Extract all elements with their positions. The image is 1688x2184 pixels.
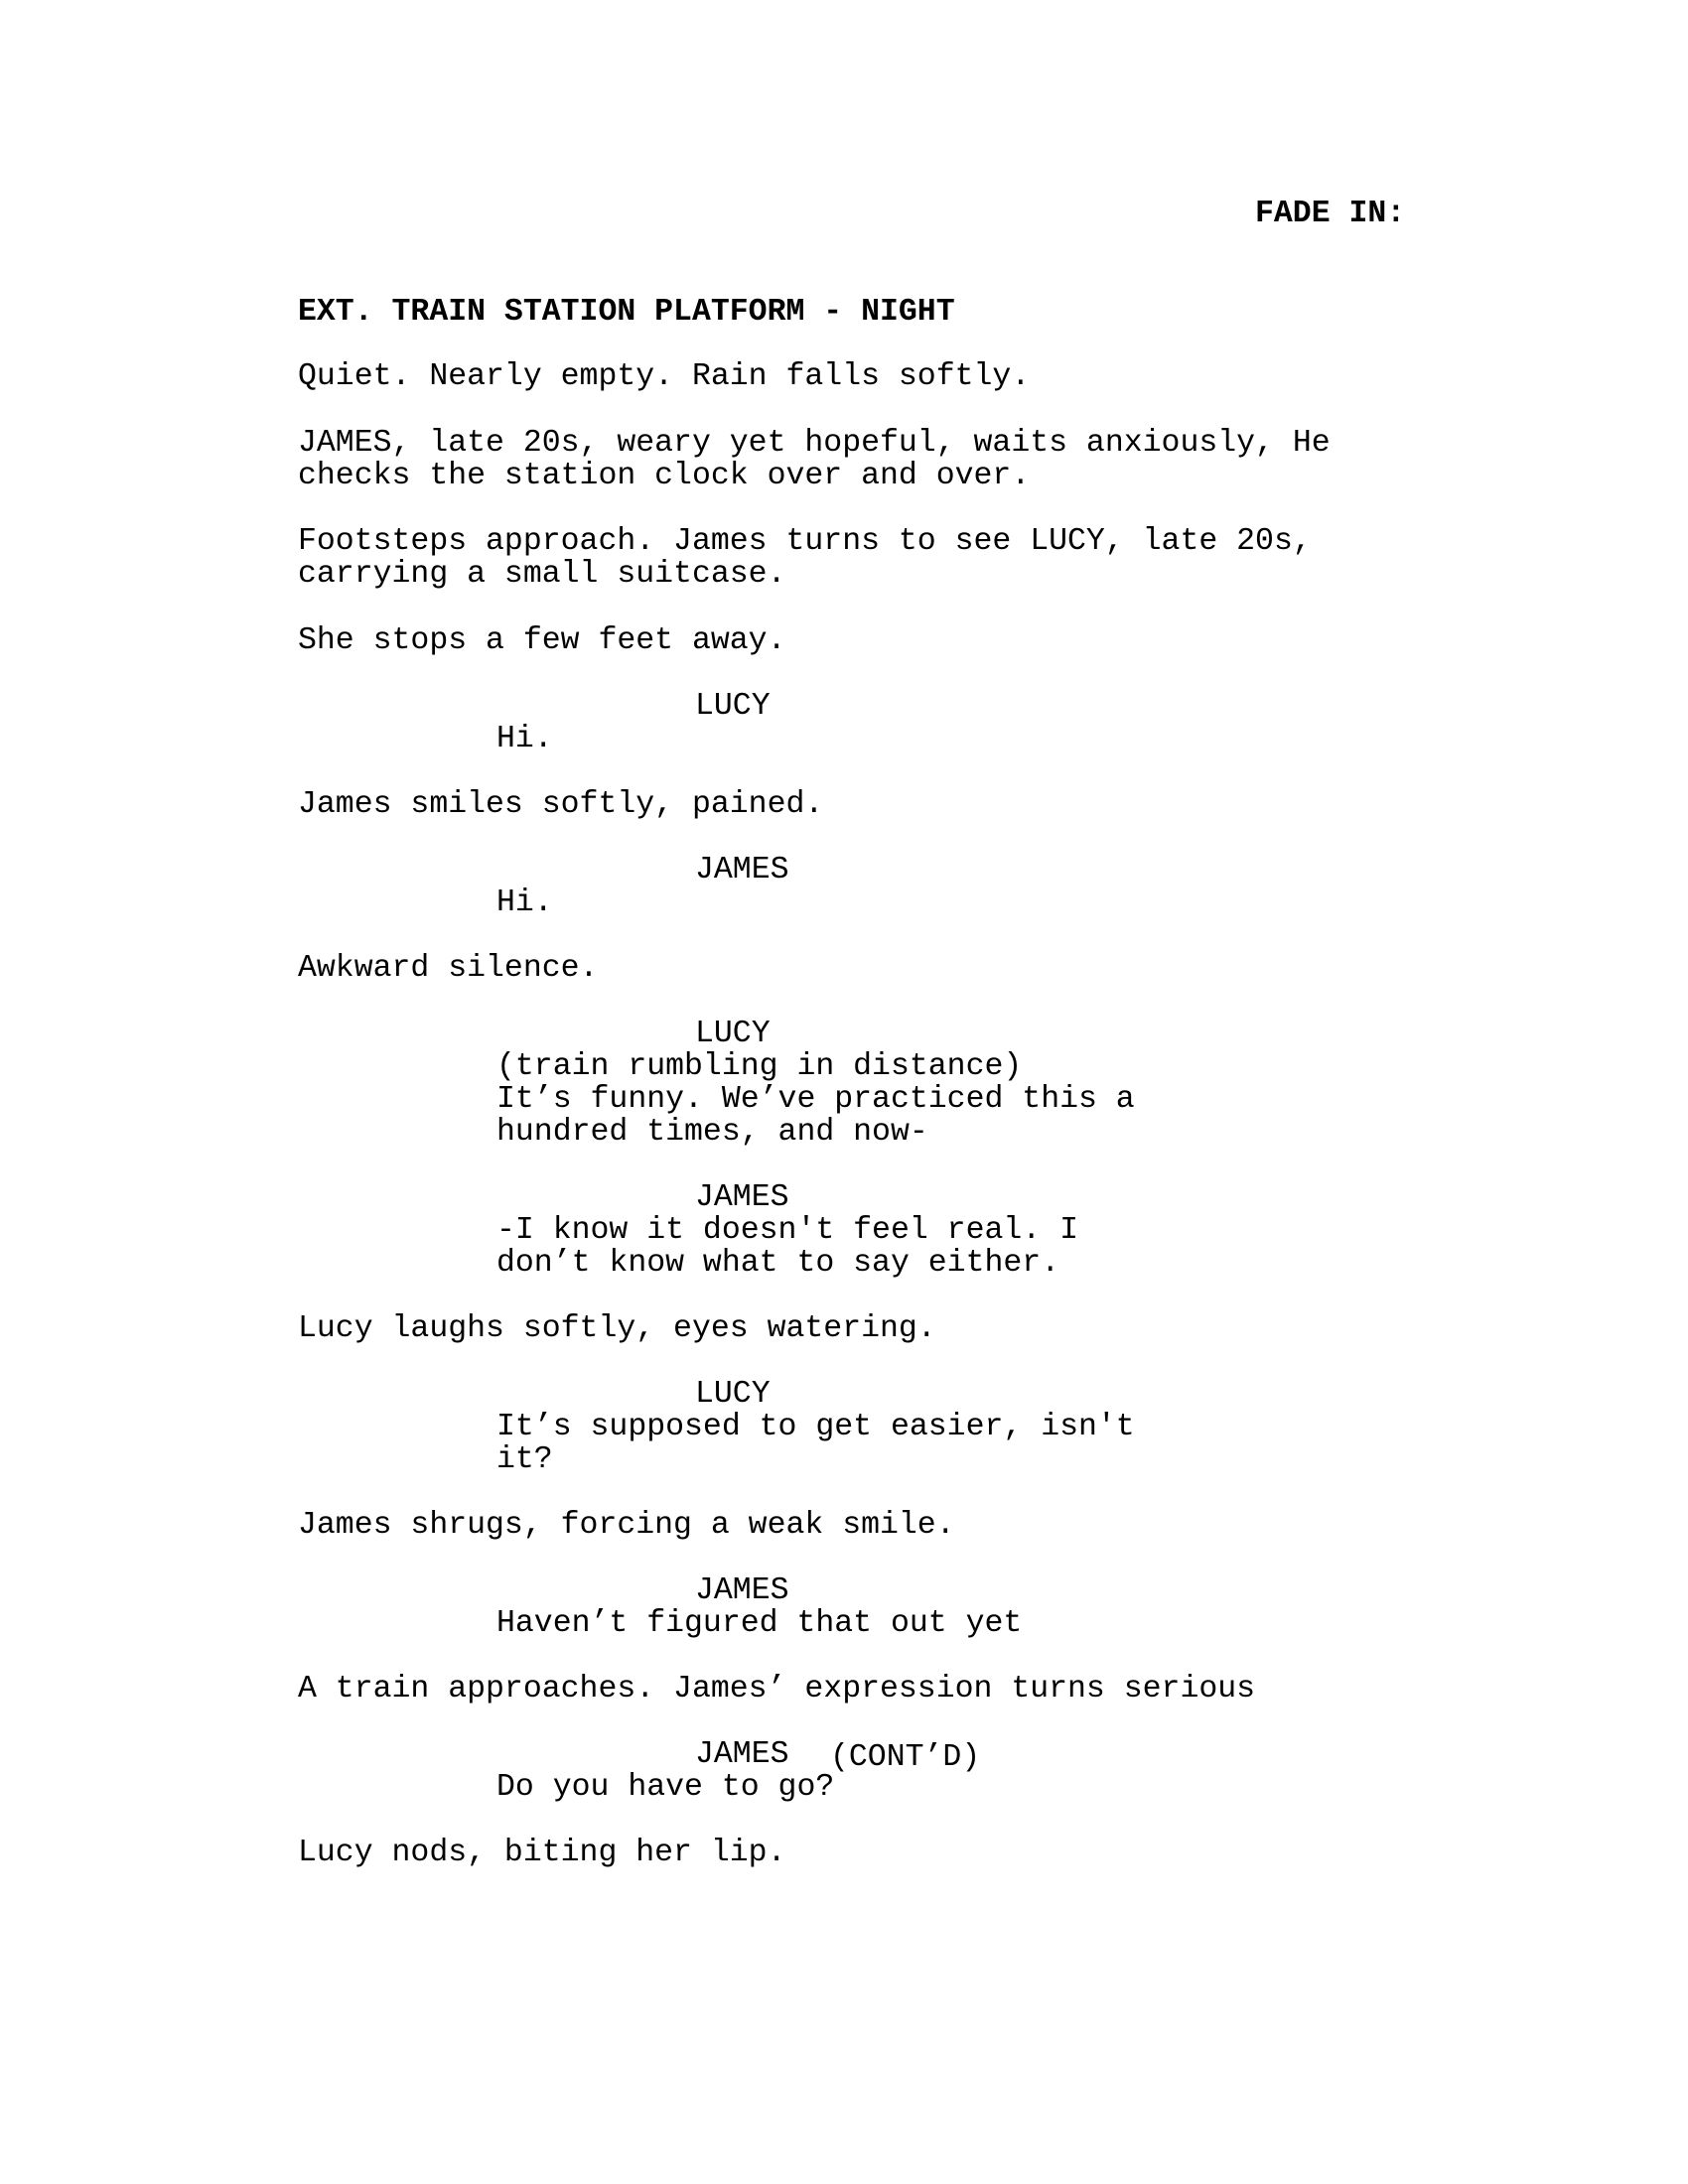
action-line: checks the station clock over and over.	[298, 459, 1031, 493]
transition-fade-in: FADE IN:	[1255, 197, 1406, 231]
parenthetical: (train rumbling in distance)	[496, 1049, 1023, 1084]
action-line: Awkward silence.	[298, 951, 599, 986]
action-line: James smiles softly, pained.	[298, 787, 824, 822]
action-line: James shrugs, forcing a weak smile.	[298, 1508, 955, 1543]
character-name: JAMES	[695, 1737, 789, 1772]
character-extension: (CONT’D)	[830, 1740, 981, 1775]
dialogue-line: -I know it doesn't feel real. I	[496, 1213, 1078, 1248]
dialogue-line: Do you have to go?	[496, 1770, 835, 1805]
dialogue-line: Haven’t figured that out yet	[496, 1606, 1023, 1641]
dialogue-line: It’s funny. We’ve practiced this a	[496, 1082, 1135, 1117]
action-line: Lucy nods, biting her lip.	[298, 1836, 786, 1870]
dialogue-line: it?	[496, 1442, 553, 1477]
dialogue-line: hundred times, and now-	[496, 1115, 928, 1150]
action-line: Lucy laughs softly, eyes watering.	[298, 1311, 936, 1346]
action-line: Footsteps approach. James turns to see LUCY, late 20s,	[298, 524, 1312, 559]
action-line: JAMES, late 20s, weary yet hopeful, waits anxiously, He	[298, 426, 1331, 461]
action-line: She stops a few feet away.	[298, 623, 786, 658]
character-name: LUCY	[695, 1377, 771, 1412]
dialogue-line: Hi.	[496, 722, 553, 756]
dialogue-line: Hi.	[496, 886, 553, 920]
character-name: JAMES	[695, 1180, 789, 1215]
character-name: JAMES	[695, 853, 789, 887]
scene-heading: EXT. TRAIN STATION PLATFORM - NIGHT	[298, 295, 955, 330]
action-line: Quiet. Nearly empty. Rain falls softly.	[298, 359, 1031, 394]
action-line: A train approaches. James’ expression turns serious	[298, 1672, 1256, 1706]
dialogue-line: don’t know what to say either.	[496, 1246, 1060, 1281]
action-line: carrying a small suitcase.	[298, 557, 786, 592]
dialogue-line: It’s supposed to get easier, isn't	[496, 1410, 1135, 1444]
character-name: LUCY	[695, 1017, 771, 1051]
character-name: LUCY	[695, 689, 771, 724]
character-name: JAMES	[695, 1573, 789, 1608]
